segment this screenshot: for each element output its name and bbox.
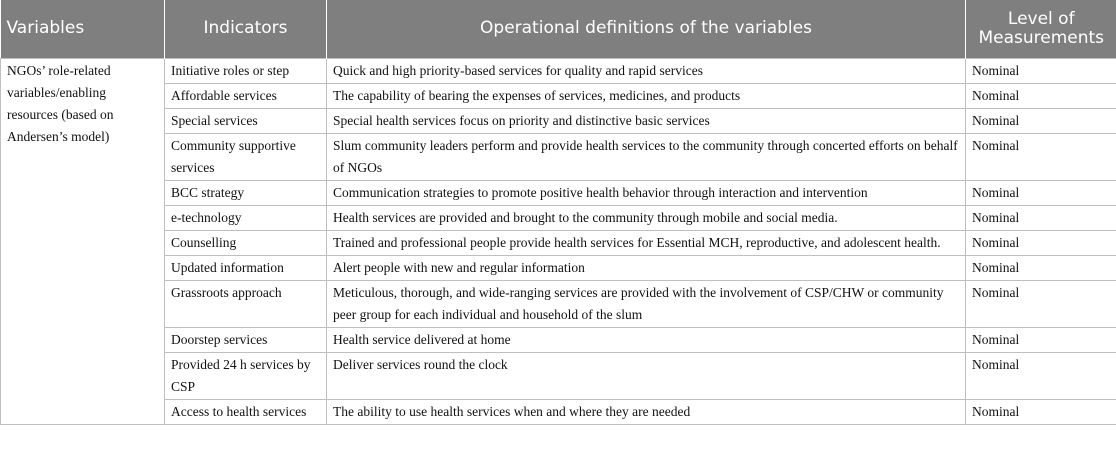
level-cell: Nominal [966,133,1116,180]
indicator-cell: Initiative roles or step [165,58,327,83]
table-body [1,58,1116,424]
level-cell: Nominal [966,58,1116,83]
indicator-cell: Special services [165,108,327,133]
definition-cell: Special health services focus on priority and distinctive basic services [327,108,966,133]
indicator-cell: e-technology [165,205,327,230]
indicator-cell: Access to health services [165,399,327,424]
indicator-cell: Doorstep services [165,327,327,352]
table-row [1,230,1116,255]
level-cell: Nominal [966,280,1116,327]
indicator-cell: Affordable services [165,83,327,108]
header-variables: Variables [1,0,165,58]
definition-cell: Health services are provided and brought to the community through mobile and social media. [327,205,966,230]
table-row [1,83,1116,108]
level-cell: Nominal [966,352,1116,399]
definition-cell: Communication strategies to promote positive health behavior through interaction and intervention [327,180,966,205]
table-row [1,58,1116,83]
definition-cell: Alert people with new and regular information [327,255,966,280]
table-row [1,255,1116,280]
table-row [1,352,1116,399]
level-cell: Nominal [966,399,1116,424]
definition-cell: Quick and high priority-based services for quality and rapid services [327,58,966,83]
level-cell: Nominal [966,108,1116,133]
level-cell: Nominal [966,327,1116,352]
definition-cell: The ability to use health services when and where they are needed [327,399,966,424]
table-row [1,327,1116,352]
level-cell: Nominal [966,83,1116,108]
table-row [1,108,1116,133]
table-header-row [1,0,1116,58]
level-cell: Nominal [966,255,1116,280]
definition-cell: Deliver services round the clock [327,352,966,399]
indicator-cell: Updated information [165,255,327,280]
indicator-cell: BCC strategy [165,180,327,205]
definition-cell: Trained and professional people provide health services for Essential MCH, reproductive, and adolescent health. [327,230,966,255]
definition-cell: Health service delivered at home [327,327,966,352]
table-row [1,180,1116,205]
definition-cell: Meticulous, thorough, and wide-ranging services are provided with the involvement of CSP/CHW or community peer group for each individual and household of the slum [327,280,966,327]
level-cell: Nominal [966,205,1116,230]
header-level: Level of Measurements [966,0,1116,58]
variable-cell: NGOs’ role-related variables/enabling resources (based on Andersen’s model) [1,58,165,424]
level-cell: Nominal [966,180,1116,205]
definition-cell: Slum community leaders perform and provide health services to the community through concerted efforts on behalf of NGOs [327,133,966,180]
table-row [1,205,1116,230]
indicator-cell: Counselling [165,230,327,255]
header-definitions: Operational definitions of the variables [327,0,966,58]
table-row [1,280,1116,327]
table-row [1,399,1116,424]
indicator-cell: Grassroots approach [165,280,327,327]
indicator-cell: Provided 24 h services by CSP [165,352,327,399]
definition-cell: The capability of bearing the expenses of services, medicines, and products [327,83,966,108]
indicator-cell: Community supportive services [165,133,327,180]
table-row [1,133,1116,180]
header-indicators: Indicators [165,0,327,58]
level-cell: Nominal [966,230,1116,255]
